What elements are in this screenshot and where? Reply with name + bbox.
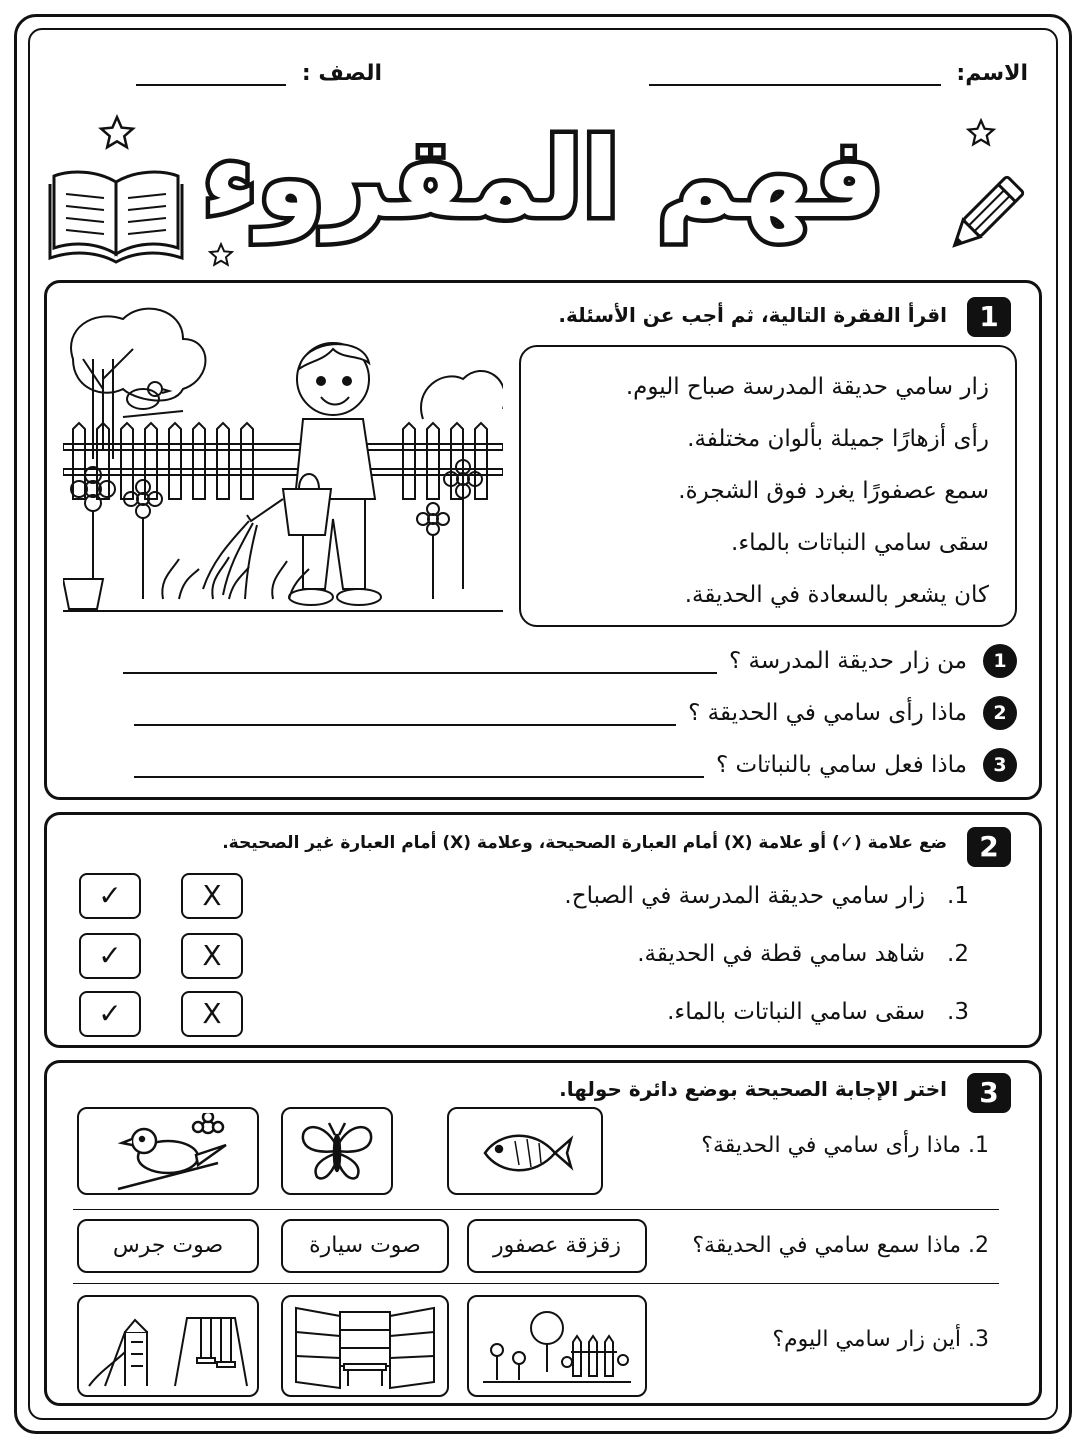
fish-icon (475, 1123, 575, 1183)
butterfly-icon (295, 1117, 379, 1187)
garden-icon (477, 1302, 637, 1392)
bird-icon (98, 1113, 238, 1193)
check-box[interactable]: ✓ (79, 991, 141, 1037)
statement-text: زار سامي حديقة المدرسة في الصباح. (564, 883, 926, 909)
question-row (123, 641, 1017, 681)
star-icon (966, 118, 996, 148)
check-box[interactable]: ✓ (79, 933, 141, 979)
question-number: 3 (983, 748, 1017, 782)
statement-number: 1. (947, 883, 969, 909)
section-number-badge: 3 (967, 1073, 1011, 1113)
question-text: من زار حديقة المدرسة ؟ (728, 648, 967, 674)
statement-text: سقى سامي النباتات بالماء. (667, 999, 926, 1025)
section-instruction: اقرأ الفقرة التالية، ثم أجب عن الأسئلة. (558, 303, 947, 327)
reading-passage-box (519, 345, 1017, 627)
pencil-icon (940, 170, 1030, 260)
class-label: الصف : (301, 61, 382, 86)
mc-question: 2. ماذا سمع سامي في الحديقة؟ (692, 1233, 989, 1258)
mc-question: 1. ماذا رأى سامي في الحديقة؟ (701, 1133, 989, 1158)
option-butterfly[interactable] (281, 1107, 393, 1195)
option-library[interactable] (281, 1295, 449, 1397)
answer-line[interactable] (123, 648, 717, 674)
question-number: 1 (983, 644, 1017, 678)
star-icon (208, 242, 234, 268)
statement-row (637, 941, 969, 967)
passage-line: زار سامي حديقة المدرسة صباح اليوم. (625, 374, 989, 400)
section-instruction: ضع علامة (✓) أو علامة (X) أمام العبارة الصحيحة، وعلامة (X) أمام العبارة غير الصحيحة. (222, 833, 947, 853)
playground-icon (85, 1302, 251, 1392)
option-fish[interactable] (447, 1107, 603, 1195)
section-number-badge: 2 (967, 827, 1011, 867)
star-icon (98, 114, 136, 152)
statement-row (667, 999, 969, 1025)
answer-line[interactable] (134, 752, 704, 778)
question-text: ماذا رأى سامي في الحديقة ؟ (688, 700, 967, 726)
statement-number: 2. (947, 941, 969, 967)
name-field[interactable] (649, 58, 1028, 92)
name-line[interactable] (649, 58, 941, 86)
statement-number: 3. (947, 999, 969, 1025)
passage-line: سقى سامي النباتات بالماء. (731, 530, 989, 556)
passage-line: سمع عصفورًا يغرد فوق الشجرة. (678, 478, 989, 504)
cross-box[interactable]: X (181, 933, 243, 979)
question-number: 2 (983, 696, 1017, 730)
section-reading-passage (44, 280, 1042, 800)
passage-line: رأى أزهارًا جميلة بألوان مختلفة. (687, 426, 989, 452)
statement-text: شاهد سامي قطة في الحديقة. (637, 941, 926, 967)
boy-watering-garden-illustration (63, 299, 503, 629)
class-field[interactable] (136, 58, 382, 92)
open-book-icon (46, 162, 186, 270)
section-true-false (44, 812, 1042, 1048)
divider (73, 1209, 999, 1210)
passage-line: كان يشعر بالسعادة في الحديقة. (684, 582, 989, 608)
question-text: ماذا فعل سامي بالنباتات ؟ (715, 752, 967, 778)
answer-line[interactable] (134, 700, 676, 726)
cross-box[interactable]: X (181, 991, 243, 1037)
question-row (134, 693, 1017, 733)
option-garden[interactable] (467, 1295, 647, 1397)
option-bell-sound[interactable]: صوت جرس (77, 1219, 259, 1273)
class-line[interactable] (136, 58, 286, 86)
section-number-badge: 1 (967, 297, 1011, 337)
option-car-sound[interactable]: صوت سيارة (281, 1219, 449, 1273)
divider (73, 1283, 999, 1284)
statement-row (564, 883, 969, 909)
question-row (134, 745, 1017, 785)
page-title: فهم المقروء (202, 117, 884, 242)
section-instruction: اختر الإجابة الصحيحة بوضع دائرة حولها. (559, 1077, 947, 1101)
cross-box[interactable]: X (181, 873, 243, 919)
option-bird[interactable] (77, 1107, 259, 1195)
option-playground[interactable] (77, 1295, 259, 1397)
check-box[interactable]: ✓ (79, 873, 141, 919)
option-bird-chirp[interactable]: زقزقة عصفور (467, 1219, 647, 1273)
library-icon (290, 1302, 440, 1392)
mc-question: 3. أين زار سامي اليوم؟ (772, 1327, 989, 1352)
section-multiple-choice (44, 1060, 1042, 1406)
name-label: الاسم: (956, 61, 1028, 86)
